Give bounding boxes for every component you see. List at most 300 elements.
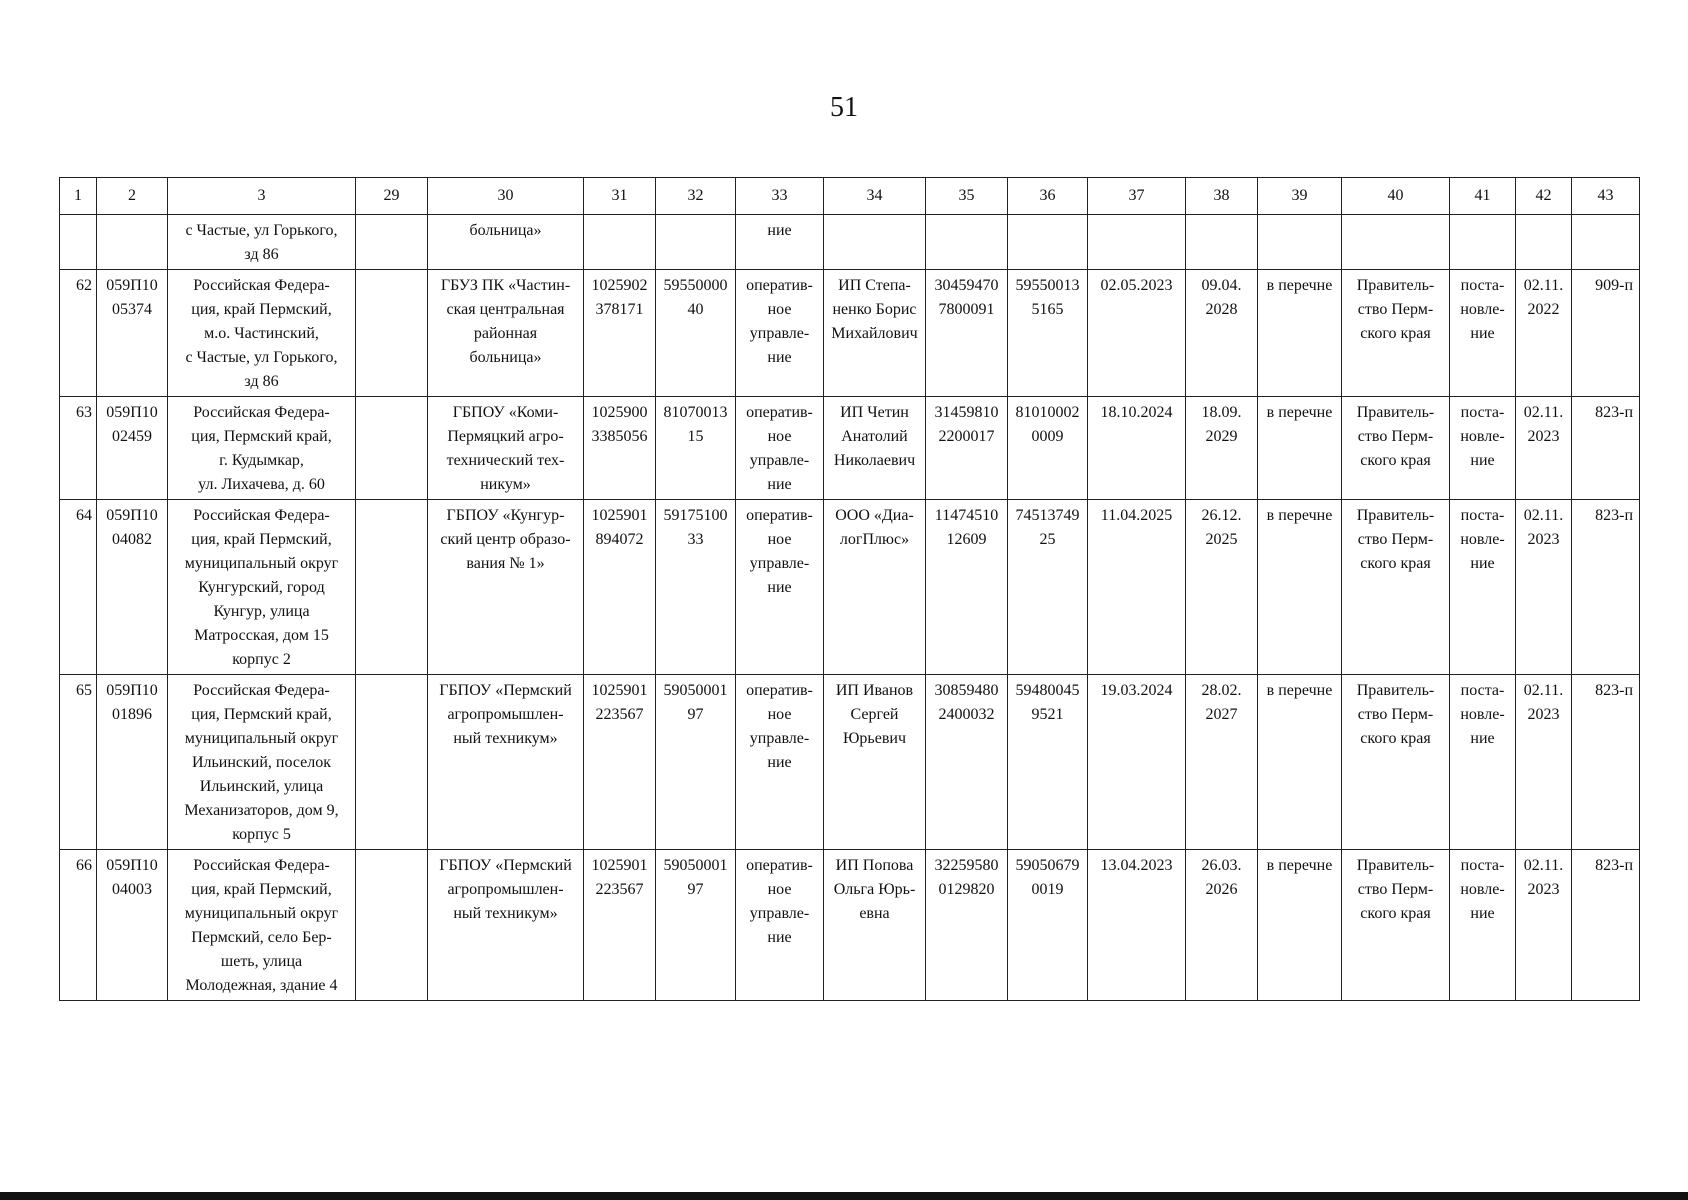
cell-line: ГБПОУ «Пермский bbox=[439, 682, 572, 699]
table-cell bbox=[428, 675, 584, 850]
table-cell bbox=[97, 270, 168, 397]
table-cell bbox=[168, 270, 356, 397]
cell-line: Правитель- bbox=[1356, 857, 1435, 874]
cell-line: 2029 bbox=[1205, 428, 1238, 445]
table-cell bbox=[1516, 270, 1572, 397]
cell-line: Анатолий bbox=[841, 428, 908, 445]
table-cell bbox=[60, 215, 97, 270]
table-cell bbox=[1186, 850, 1258, 1001]
table-cell bbox=[736, 850, 824, 1001]
cell-line: ГБУЗ ПК «Частин- bbox=[440, 277, 571, 294]
table-cell bbox=[1186, 397, 1258, 500]
cell-line: 823-п bbox=[1595, 404, 1633, 421]
table-cell bbox=[584, 500, 656, 675]
cell-line: 66 bbox=[76, 857, 92, 874]
cell-line: ное bbox=[767, 881, 792, 898]
cell-line: 02.11. bbox=[1523, 507, 1564, 524]
cell-line: ского края bbox=[1360, 730, 1431, 747]
cell-line: ство Перм- bbox=[1357, 428, 1434, 445]
cell-line: Российская Федера- bbox=[193, 682, 330, 699]
cell-line: 894072 bbox=[595, 531, 644, 548]
cell-line: районная bbox=[473, 325, 538, 342]
table-cell bbox=[168, 215, 356, 270]
table-cell bbox=[97, 850, 168, 1001]
table-cell bbox=[926, 850, 1008, 1001]
cell-line: ние bbox=[767, 579, 792, 596]
table-row bbox=[60, 270, 1640, 397]
table-cell bbox=[926, 397, 1008, 500]
cell-line: 25 bbox=[1039, 531, 1056, 548]
table-cell bbox=[60, 500, 97, 675]
table-cell bbox=[1450, 675, 1516, 850]
cell-line: ние bbox=[1470, 905, 1495, 922]
cell-line: 823-п bbox=[1595, 857, 1633, 874]
cell-line: агропромышлен- bbox=[447, 706, 564, 723]
table-cell bbox=[1342, 500, 1450, 675]
table-cell bbox=[1088, 850, 1186, 1001]
table-cell bbox=[736, 215, 824, 270]
cell-line: 1025901 bbox=[591, 507, 648, 524]
cell-line: ство Перм- bbox=[1357, 301, 1434, 318]
cell-line: новле- bbox=[1460, 301, 1505, 318]
cell-line: оператив- bbox=[746, 277, 813, 294]
cell-line: поста- bbox=[1460, 857, 1505, 874]
cell-line: м.о. Частинский, bbox=[204, 325, 319, 342]
cell-line: ненко Борис bbox=[832, 301, 917, 318]
table-cell bbox=[1342, 397, 1450, 500]
cell-line: Российская Федера- bbox=[193, 507, 330, 524]
table-cell bbox=[1342, 850, 1450, 1001]
cell-line: с Частые, ул Горького, bbox=[185, 222, 338, 239]
column-header: 42 bbox=[1516, 178, 1572, 215]
cell-line: 2028 bbox=[1205, 301, 1238, 318]
cell-line: больница» bbox=[469, 222, 542, 239]
table-body bbox=[60, 215, 1640, 1001]
table-row bbox=[60, 850, 1640, 1001]
table-cell bbox=[1258, 397, 1342, 500]
table-row bbox=[60, 500, 1640, 675]
cell-line: в перечне bbox=[1266, 857, 1333, 874]
table-cell bbox=[1088, 215, 1186, 270]
cell-line: Механизаторов, дом 9, bbox=[184, 802, 339, 819]
cell-line: Николаевич bbox=[833, 452, 916, 469]
registry-table bbox=[59, 177, 1640, 1001]
cell-line: 97 bbox=[687, 881, 704, 898]
table-cell bbox=[926, 215, 1008, 270]
cell-line: новле- bbox=[1460, 706, 1505, 723]
cell-line: 59550000 bbox=[663, 277, 728, 294]
table-cell bbox=[824, 215, 926, 270]
cell-line: ция, край Пермский, bbox=[191, 531, 332, 548]
column-header: 39 bbox=[1258, 178, 1342, 215]
table-cell bbox=[1516, 675, 1572, 850]
column-header: 30 bbox=[428, 178, 584, 215]
table-cell bbox=[1258, 500, 1342, 675]
cell-line: ГБПОУ «Пермский bbox=[439, 857, 572, 874]
table-cell bbox=[1258, 270, 1342, 397]
table-cell bbox=[1186, 270, 1258, 397]
cell-line: 31459810 bbox=[934, 404, 999, 421]
cell-line: Российская Федера- bbox=[193, 404, 330, 421]
cell-line: корпус 2 bbox=[232, 651, 291, 668]
cell-line: 02.11. bbox=[1523, 277, 1564, 294]
cell-line: ская центральная bbox=[446, 301, 565, 318]
cell-line: 2022 bbox=[1527, 301, 1560, 318]
table-cell bbox=[1088, 500, 1186, 675]
cell-line: в перечне bbox=[1266, 277, 1333, 294]
cell-line: шеть, улица bbox=[220, 953, 303, 970]
table-cell bbox=[736, 675, 824, 850]
table-cell bbox=[656, 270, 736, 397]
cell-line: 2025 bbox=[1205, 531, 1238, 548]
column-header: 35 bbox=[926, 178, 1008, 215]
table-cell bbox=[584, 215, 656, 270]
table-cell bbox=[1516, 500, 1572, 675]
cell-line: 5165 bbox=[1031, 301, 1064, 318]
cell-line: 823-п bbox=[1595, 507, 1633, 524]
scan-bottom-edge bbox=[0, 1192, 1688, 1200]
cell-line: 05374 bbox=[112, 301, 152, 318]
cell-line: 04082 bbox=[112, 531, 152, 548]
cell-line: ное bbox=[767, 706, 792, 723]
column-header: 31 bbox=[584, 178, 656, 215]
cell-line: ный техникум» bbox=[453, 905, 558, 922]
cell-line: новле- bbox=[1460, 428, 1505, 445]
cell-line: агропромышлен- bbox=[447, 881, 564, 898]
cell-line: ное bbox=[767, 531, 792, 548]
cell-line: 02.11. bbox=[1523, 857, 1564, 874]
cell-line: 18.09. bbox=[1201, 404, 1242, 421]
table-cell bbox=[356, 270, 428, 397]
table-cell bbox=[356, 675, 428, 850]
cell-line: логПлюс» bbox=[839, 531, 910, 548]
table-cell bbox=[1450, 270, 1516, 397]
table-cell bbox=[428, 270, 584, 397]
cell-line: 59050001 bbox=[663, 682, 728, 699]
cell-line: поста- bbox=[1460, 507, 1505, 524]
table-cell bbox=[1088, 270, 1186, 397]
cell-line: 378171 bbox=[595, 301, 644, 318]
table-cell bbox=[1572, 850, 1640, 1001]
cell-line: управле- bbox=[749, 730, 810, 747]
cell-line: 59480045 bbox=[1015, 682, 1080, 699]
table-cell bbox=[168, 500, 356, 675]
cell-line: ство Перм- bbox=[1357, 881, 1434, 898]
cell-line: муниципальный округ bbox=[184, 555, 339, 572]
table-cell bbox=[584, 270, 656, 397]
cell-line: 97 bbox=[687, 706, 704, 723]
column-header: 38 bbox=[1186, 178, 1258, 215]
cell-line: 15 bbox=[687, 428, 704, 445]
table-cell bbox=[584, 850, 656, 1001]
cell-line: 223567 bbox=[595, 881, 644, 898]
table-cell bbox=[926, 500, 1008, 675]
cell-line: ГБПОУ «Кунгур- bbox=[446, 507, 565, 524]
cell-line: в перечне bbox=[1266, 682, 1333, 699]
cell-line: Молодежная, здание 4 bbox=[185, 977, 338, 994]
table-cell bbox=[1450, 850, 1516, 1001]
cell-line: ИП Попова bbox=[835, 857, 914, 874]
column-header: 40 bbox=[1342, 178, 1450, 215]
cell-line: больница» bbox=[469, 349, 542, 366]
cell-line: 65 bbox=[76, 682, 92, 699]
cell-line: 09.04. bbox=[1201, 277, 1242, 294]
cell-line: с Частые, ул Горького, bbox=[185, 349, 338, 366]
cell-line: оператив- bbox=[746, 857, 813, 874]
table-cell bbox=[97, 500, 168, 675]
cell-line: ное bbox=[767, 301, 792, 318]
cell-line: Российская Федера- bbox=[193, 857, 330, 874]
cell-line: 81070013 bbox=[663, 404, 728, 421]
cell-line: 63 bbox=[76, 404, 92, 421]
cell-line: вания № 1» bbox=[466, 555, 545, 572]
cell-line: ный техникум» bbox=[453, 730, 558, 747]
table-cell bbox=[584, 675, 656, 850]
cell-line: 19.03.2024 bbox=[1100, 682, 1173, 699]
table-cell bbox=[824, 397, 926, 500]
cell-line: 059П10 bbox=[106, 682, 158, 699]
table-cell bbox=[1008, 500, 1088, 675]
cell-line: 40 bbox=[687, 301, 704, 318]
table-cell bbox=[1450, 215, 1516, 270]
cell-line: ство Перм- bbox=[1357, 706, 1434, 723]
cell-line: 59175100 bbox=[663, 507, 728, 524]
cell-line: Правитель- bbox=[1356, 404, 1435, 421]
column-header: 32 bbox=[656, 178, 736, 215]
cell-line: ние bbox=[767, 929, 792, 946]
table-cell bbox=[97, 675, 168, 850]
cell-line: 823-п bbox=[1595, 682, 1633, 699]
cell-line: 1025902 bbox=[591, 277, 648, 294]
table-cell bbox=[1008, 397, 1088, 500]
cell-line: Ильинский, улица bbox=[199, 778, 324, 795]
table-cell bbox=[428, 850, 584, 1001]
cell-line: 1025901 bbox=[591, 857, 648, 874]
cell-line: ние bbox=[767, 349, 792, 366]
cell-line: 059П10 bbox=[106, 507, 158, 524]
table-header-row bbox=[60, 178, 1640, 215]
cell-line: 0009 bbox=[1031, 428, 1064, 445]
cell-line: Пермский, село Бер- bbox=[191, 929, 332, 946]
cell-line: ние bbox=[1470, 325, 1495, 342]
cell-line: управле- bbox=[749, 555, 810, 572]
table-cell bbox=[584, 397, 656, 500]
cell-line: 26.12. bbox=[1201, 507, 1242, 524]
cell-line: 02.11. bbox=[1523, 404, 1564, 421]
column-header: 34 bbox=[824, 178, 926, 215]
cell-line: 1025901 bbox=[591, 682, 648, 699]
cell-line: никум» bbox=[480, 476, 531, 493]
cell-line: ского края bbox=[1360, 905, 1431, 922]
cell-line: 2200017 bbox=[938, 428, 995, 445]
cell-line: 13.04.2023 bbox=[1100, 857, 1173, 874]
cell-line: 059П10 bbox=[106, 857, 158, 874]
cell-line: Пермяцкий агро- bbox=[447, 428, 564, 445]
cell-line: Кунгурский, город bbox=[198, 579, 325, 596]
cell-line: ние bbox=[1470, 452, 1495, 469]
cell-line: 11.04.2025 bbox=[1100, 507, 1173, 524]
table-cell bbox=[1572, 500, 1640, 675]
table-cell bbox=[1008, 850, 1088, 1001]
table-cell bbox=[1342, 215, 1450, 270]
cell-line: 02.11. bbox=[1523, 682, 1564, 699]
cell-line: зд 86 bbox=[244, 246, 279, 263]
cell-line: ского края bbox=[1360, 555, 1431, 572]
table-cell bbox=[97, 215, 168, 270]
table-cell bbox=[1008, 270, 1088, 397]
cell-line: Российская Федера- bbox=[193, 277, 330, 294]
cell-line: ция, край Пермский, bbox=[191, 301, 332, 318]
cell-line: 02.05.2023 bbox=[1100, 277, 1173, 294]
table-cell bbox=[824, 270, 926, 397]
cell-line: управле- bbox=[749, 452, 810, 469]
cell-line: ского края bbox=[1360, 452, 1431, 469]
table-cell bbox=[656, 215, 736, 270]
cell-line: 223567 bbox=[595, 706, 644, 723]
cell-line: в перечне bbox=[1266, 404, 1333, 421]
table-cell bbox=[1186, 675, 1258, 850]
table-row bbox=[60, 675, 1640, 850]
cell-line: поста- bbox=[1460, 682, 1505, 699]
cell-line: 30859480 bbox=[934, 682, 999, 699]
cell-line: оператив- bbox=[746, 404, 813, 421]
cell-line: ский центр образо- bbox=[440, 531, 571, 548]
cell-line: 9521 bbox=[1031, 706, 1064, 723]
cell-line: Кунгур, улица bbox=[213, 603, 310, 620]
column-header: 36 bbox=[1008, 178, 1088, 215]
table-cell bbox=[60, 270, 97, 397]
table-cell bbox=[1088, 397, 1186, 500]
cell-line: 32259580 bbox=[934, 857, 999, 874]
table-cell bbox=[1342, 270, 1450, 397]
cell-line: ция, Пермский край, bbox=[191, 428, 332, 445]
column-header: 33 bbox=[736, 178, 824, 215]
table-cell bbox=[1516, 215, 1572, 270]
table-cell bbox=[1572, 675, 1640, 850]
cell-line: муниципальный округ bbox=[184, 730, 339, 747]
cell-line: ция, край Пермский, bbox=[191, 881, 332, 898]
cell-line: ИП Иванов bbox=[835, 682, 914, 699]
cell-line: в перечне bbox=[1266, 507, 1333, 524]
cell-line: 2400032 bbox=[938, 706, 995, 723]
table-cell bbox=[168, 850, 356, 1001]
cell-line: Матросская, дом 15 bbox=[194, 627, 329, 644]
column-header: 29 bbox=[356, 178, 428, 215]
cell-line: 30459470 bbox=[934, 277, 999, 294]
table-cell bbox=[1450, 500, 1516, 675]
table-cell bbox=[824, 675, 926, 850]
cell-line: 2026 bbox=[1205, 881, 1238, 898]
table-cell bbox=[356, 215, 428, 270]
cell-line: поста- bbox=[1460, 277, 1505, 294]
cell-line: 04003 bbox=[112, 881, 152, 898]
cell-line: 059П10 bbox=[106, 404, 158, 421]
table-cell bbox=[1186, 215, 1258, 270]
table-cell bbox=[356, 500, 428, 675]
cell-line: ского края bbox=[1360, 325, 1431, 342]
table-cell bbox=[1008, 675, 1088, 850]
cell-line: 28.02. bbox=[1201, 682, 1242, 699]
cell-line: ГБПОУ «Коми- bbox=[452, 404, 559, 421]
column-header: 3 bbox=[168, 178, 356, 215]
table-cell bbox=[1342, 675, 1450, 850]
cell-line: 01896 bbox=[112, 706, 152, 723]
table-cell bbox=[60, 850, 97, 1001]
column-header: 1 bbox=[60, 178, 97, 215]
table-cell bbox=[97, 397, 168, 500]
cell-line: 11474510 bbox=[934, 507, 999, 524]
table-row bbox=[60, 215, 1640, 270]
cell-line: 2023 bbox=[1527, 531, 1560, 548]
cell-line: 62 bbox=[76, 277, 92, 294]
cell-line: поста- bbox=[1460, 404, 1505, 421]
table-cell bbox=[736, 500, 824, 675]
table-cell bbox=[1450, 397, 1516, 500]
cell-line: 2027 bbox=[1205, 706, 1238, 723]
cell-line: оператив- bbox=[746, 507, 813, 524]
table-cell bbox=[60, 675, 97, 850]
table-cell bbox=[926, 270, 1008, 397]
cell-line: ул. Лихачева, д. 60 bbox=[198, 476, 325, 493]
table-cell bbox=[1258, 215, 1342, 270]
cell-line: евна bbox=[859, 905, 890, 922]
cell-line: 74513749 bbox=[1015, 507, 1080, 524]
table-cell bbox=[926, 675, 1008, 850]
cell-line: Правитель- bbox=[1356, 507, 1435, 524]
cell-line: Ольга Юрь- bbox=[833, 881, 916, 898]
table-cell bbox=[1572, 397, 1640, 500]
cell-line: 909-п bbox=[1595, 277, 1633, 294]
table-cell bbox=[736, 270, 824, 397]
cell-line: зд 86 bbox=[244, 373, 279, 390]
cell-line: Правитель- bbox=[1356, 682, 1435, 699]
cell-line: ИП Четин bbox=[840, 404, 909, 421]
table-cell bbox=[656, 500, 736, 675]
cell-line: 26.03. bbox=[1201, 857, 1242, 874]
cell-line: оператив- bbox=[746, 682, 813, 699]
cell-line: Сергей bbox=[850, 706, 899, 723]
cell-line: муниципальный округ bbox=[184, 905, 339, 922]
table-cell bbox=[1258, 850, 1342, 1001]
table-cell bbox=[656, 675, 736, 850]
cell-line: 2023 bbox=[1527, 706, 1560, 723]
cell-line: 1025900 bbox=[591, 404, 648, 421]
table-cell bbox=[1572, 270, 1640, 397]
cell-line: 02459 bbox=[112, 428, 152, 445]
cell-line: ние bbox=[767, 222, 792, 239]
cell-line: Михайлович bbox=[831, 325, 918, 342]
cell-line: 059П10 bbox=[106, 277, 158, 294]
cell-line: Ильинский, поселок bbox=[191, 754, 332, 771]
cell-line: 59050001 bbox=[663, 857, 728, 874]
cell-line: 2023 bbox=[1527, 428, 1560, 445]
table-cell bbox=[428, 500, 584, 675]
table-cell bbox=[60, 397, 97, 500]
cell-line: управле- bbox=[749, 325, 810, 342]
cell-line: новле- bbox=[1460, 881, 1505, 898]
cell-line: ние bbox=[767, 476, 792, 493]
cell-line: ция, Пермский край, bbox=[191, 706, 332, 723]
cell-line: ООО «Диа- bbox=[835, 507, 914, 524]
cell-line: г. Кудымкар, bbox=[219, 452, 304, 469]
table-cell bbox=[1258, 675, 1342, 850]
column-header: 2 bbox=[97, 178, 168, 215]
cell-line: 7800091 bbox=[938, 301, 995, 318]
cell-line: 59550013 bbox=[1015, 277, 1080, 294]
table-cell bbox=[824, 500, 926, 675]
cell-line: 64 bbox=[76, 507, 92, 524]
cell-line: 33 bbox=[687, 531, 704, 548]
